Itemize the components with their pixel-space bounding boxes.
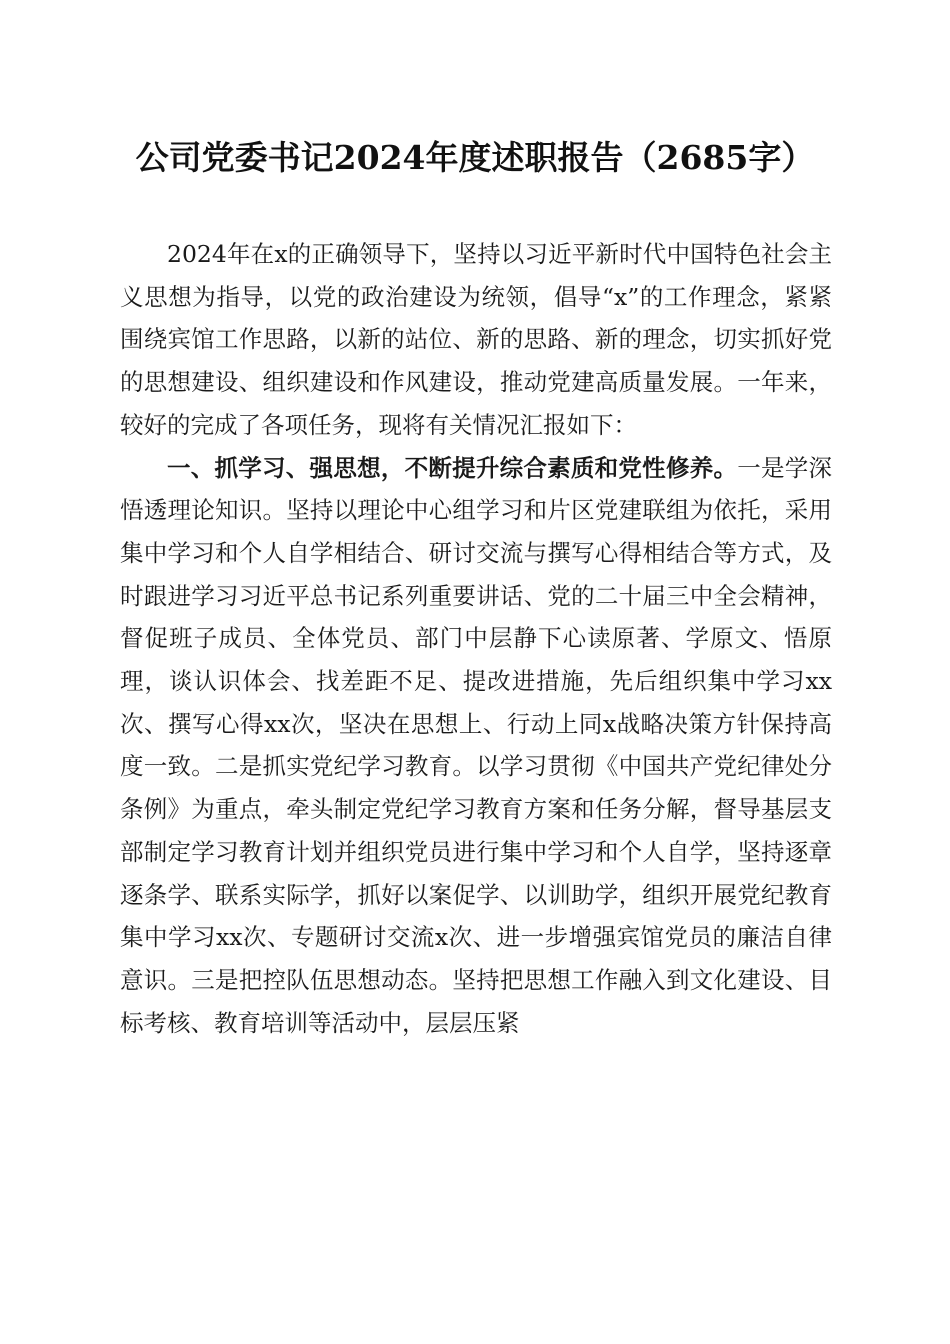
intro-paragraph: 2024年在x的正确领导下，坚持以习近平新时代中国特色社会主义思想为指导，以党的政治建设为统领，倡导“x”的工作理念，紧紧围绕宾馆工作思路，以新的站位、新的思路、新的理念，切实抓好党的思想建设、组织建设和作风建设，推动党建高质量发展。一年来，较好的完成了各项任务，现将有关情况汇报如下： bbox=[120, 240, 832, 439]
section1-heading: 一、抓学习、强思想，不断提升综合素质和党性修养。 bbox=[167, 453, 738, 482]
section1-body: 一是学深悟透理论知识。坚持以理论中心组学习和片区党建联组为依托，采用集中学习和个人自学相结合、研讨交流与撰写心得相结合等方式，及时跟进学习习近平总书记系列重要讲话、党的二十届三中全会精神，督促班子成员、全体党员、部门中层静下心读原著、学原文、悟原理，谈认识体会、找差距不足、提改进措施，先后组织集中学习xx次、撰写心得xx次，坚决在思想上、行动上同x战略决策方针保持高度一致。二是抓实党纪学习教育。以学习贯彻《中国共产党纪律处分条例》为重点，牵头制定党纪学习教育方案和任务分解，督导基层支部制定学习教育计划并组织党员进行集中学习和个人自学，坚持逐章逐条学、联系实际学，抓好以案促学、以训助学，组织开展党纪教育集中学习xx次、专题研讨交流x次、进一步增强宾馆党员的廉洁自律意识。三是把控队伍思想动态。坚持把思想工作融入到文化建设、目标考核、教育培训等活动中，层层压紧 bbox=[120, 453, 833, 1037]
document-body bbox=[120, 233, 832, 1044]
document-title: 公司党委书记2024年度述职报告（2685字） bbox=[135, 138, 815, 177]
section1-paragraph bbox=[120, 447, 832, 1045]
